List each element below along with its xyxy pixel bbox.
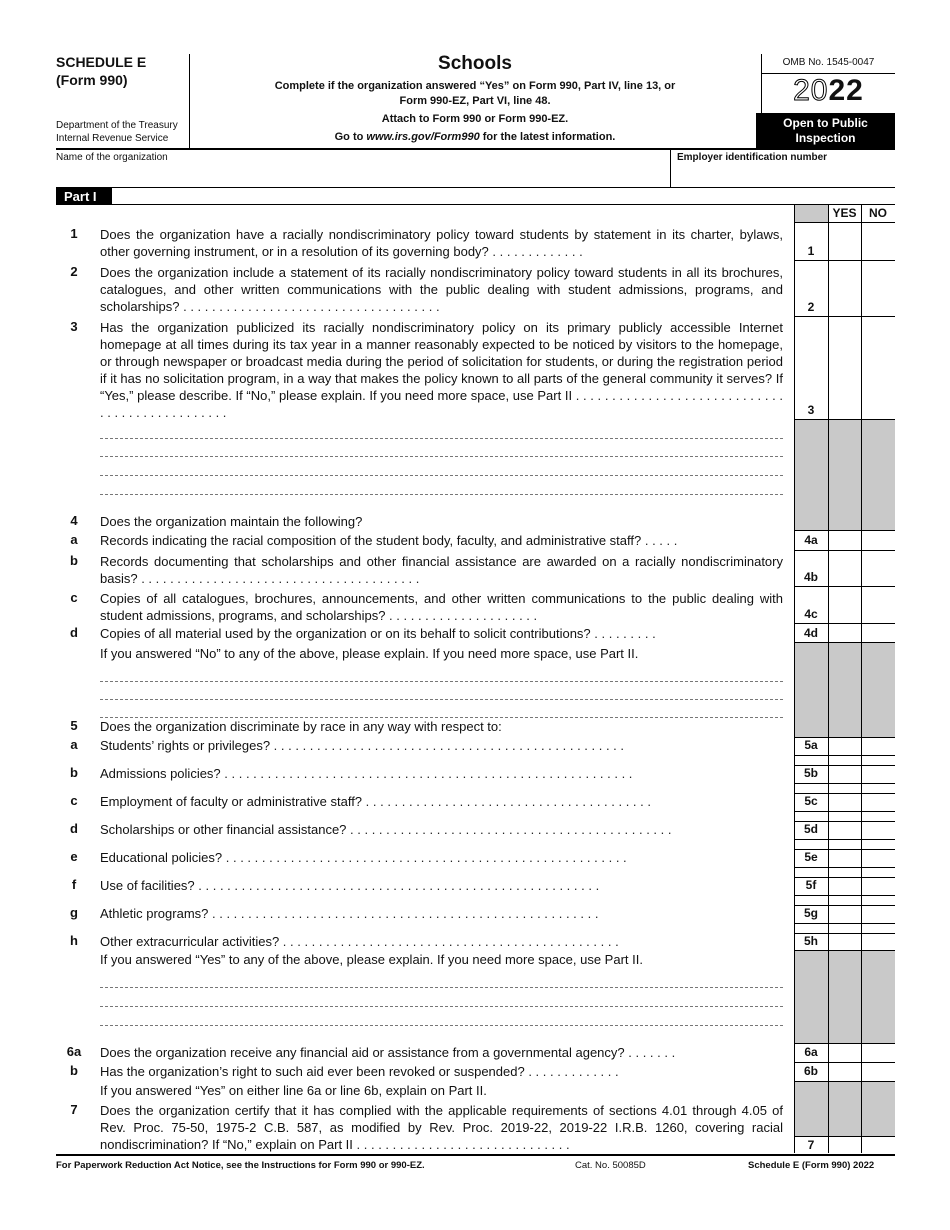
line-number: 1 bbox=[70, 226, 78, 241]
attach-instruction: Attach to Form 990 or Form 990-EZ. bbox=[381, 113, 569, 125]
explanation-area-5[interactable] bbox=[100, 970, 783, 1026]
question-5c: Employment of faculty or administrative staff? . . . . . . . . . . . . . . . . . . . . . . . . . . . . . . . . . . . . . . . . bbox=[100, 794, 651, 809]
line-letter: b bbox=[70, 1063, 78, 1078]
yes-checkbox-7[interactable] bbox=[829, 1137, 861, 1153]
yes-checkbox-5b[interactable] bbox=[829, 766, 861, 783]
yes-column-header: YES bbox=[832, 206, 857, 220]
no-checkbox-3[interactable] bbox=[862, 317, 895, 419]
box-label: 1 bbox=[807, 244, 815, 258]
year-solid-digits: 22 bbox=[828, 74, 864, 107]
yes-checkbox-4d[interactable] bbox=[829, 624, 861, 642]
line-letter: h bbox=[70, 933, 78, 948]
box-label: 6a bbox=[804, 1045, 818, 1059]
question-5f: Use of facilities? . . . . . . . . . . . . . . . . . . . . . . . . . . . . . . . . . . . . . . . . . . . . . . . . . . . . . . . . bbox=[100, 878, 600, 893]
page-title: Schools bbox=[438, 53, 512, 74]
yes-checkbox-6a[interactable] bbox=[829, 1044, 861, 1062]
yes-checkbox-2[interactable] bbox=[829, 261, 861, 316]
no-checkbox-4a[interactable] bbox=[862, 531, 895, 550]
yes-checkbox-3[interactable] bbox=[829, 317, 861, 419]
no-checkbox-2[interactable] bbox=[862, 261, 895, 316]
no-checkbox-5g[interactable] bbox=[862, 906, 895, 923]
no-checkbox-5f[interactable] bbox=[862, 878, 895, 895]
yes-checkbox-4a[interactable] bbox=[829, 531, 861, 550]
question-5a: Students’ rights or privileges? . . . . . . . . . . . . . . . . . . . . . . . . . . . . . . . . . . . . . . . . . . . . . . . . . bbox=[100, 738, 625, 753]
no-checkbox-5b[interactable] bbox=[862, 766, 895, 783]
no-checkbox-4d[interactable] bbox=[862, 624, 895, 642]
public-line-2: Inspection bbox=[795, 131, 856, 145]
line-number: 6a bbox=[66, 1044, 82, 1059]
agency-line: Internal Revenue Service bbox=[56, 133, 169, 144]
schedule-title: SCHEDULE E bbox=[56, 54, 147, 70]
goto-instruction bbox=[190, 131, 760, 143]
instruction-line-2: Form 990-EZ, Part VI, line 48. bbox=[399, 95, 551, 107]
yes-checkbox-5g[interactable] bbox=[829, 906, 861, 923]
question-4a: Records indicating the racial composition of the student body, faculty, and administrative staff? . . . . . bbox=[100, 533, 678, 548]
line-letter: a bbox=[70, 532, 78, 547]
line-letter: f bbox=[71, 877, 77, 892]
question-2: Does the organization include a statement of its racially nondiscriminatory policy toward students in all its brochures, catalogues, and other written communications with the public dealing with student admissions, programs, and scholarships? . . . . . . . . . . . . . . . . . . . . . . . . . . . . . . . . . . . . bbox=[100, 265, 783, 314]
ein-label: Employer identification number bbox=[677, 152, 828, 163]
line-letter: e bbox=[70, 849, 78, 864]
box-label: 3 bbox=[807, 403, 815, 417]
org-name-label: Name of the organization bbox=[56, 152, 168, 163]
box-label: 5c bbox=[804, 794, 818, 808]
form-footer-id: Schedule E (Form 990) 2022 bbox=[748, 1160, 875, 1171]
line-letter: b bbox=[70, 765, 78, 780]
ein-field[interactable] bbox=[677, 166, 893, 184]
line-number: 5 bbox=[70, 718, 78, 733]
question-1: Does the organization have a racially nondiscriminatory policy toward students by statement in its charter, bylaws, other governing instrument, or in a resolution of its governing body? . . . . . . . . . . . . . bbox=[100, 227, 783, 259]
box-label: 2 bbox=[807, 300, 815, 314]
line-letter: c bbox=[70, 590, 78, 605]
question-5g: Athletic programs? . . . . . . . . . . . . . . . . . . . . . . . . . . . . . . . . . . . . . . . . . . . . . . . . . . . . . . bbox=[100, 906, 599, 921]
question-4c: Copies of all catalogues, brochures, announcements, and other written communications to the public dealing with student admissions, programs, and scholarships? . . . . . . . . . . . . . . . . . . . . . bbox=[100, 591, 783, 623]
line-letter: c bbox=[70, 793, 78, 808]
question-5d: Scholarships or other financial assistance? . . . . . . . . . . . . . . . . . . . . . . . . . . . . . . . . . . . . . . . . . . . . . bbox=[100, 822, 672, 837]
yes-checkbox-4c[interactable] bbox=[829, 587, 861, 623]
no-checkbox-5c[interactable] bbox=[862, 794, 895, 811]
question-5b: Admissions policies? . . . . . . . . . . . . . . . . . . . . . . . . . . . . . . . . . . . . . . . . . . . . . . . . . . . . . . . . . bbox=[100, 766, 633, 781]
yes-checkbox-5d[interactable] bbox=[829, 822, 861, 839]
question-5e: Educational policies? . . . . . . . . . . . . . . . . . . . . . . . . . . . . . . . . . . . . . . . . . . . . . . . . . . . . . . . . bbox=[100, 850, 627, 865]
box-label: 4d bbox=[803, 626, 818, 640]
irs-link[interactable]: www.irs.gov/Form990 bbox=[366, 131, 480, 143]
box-label: 6b bbox=[803, 1064, 818, 1078]
year-outline-digits: 20 bbox=[793, 74, 829, 107]
no-checkbox-4c[interactable] bbox=[862, 587, 895, 623]
question-6b: Has the organization’s right to such aid ever been revoked or suspended? . . . . . . . . . . . . . bbox=[100, 1064, 619, 1079]
no-checkbox-6b[interactable] bbox=[862, 1063, 895, 1081]
goto-prefix: Go to bbox=[334, 131, 367, 143]
line-number: 3 bbox=[70, 319, 78, 334]
line-letter: d bbox=[70, 625, 78, 640]
yes-checkbox-5h[interactable] bbox=[829, 934, 861, 950]
paperwork-notice: For Paperwork Reduction Act Notice, see the Instructions for Form 990 or 990-EZ. bbox=[56, 1160, 425, 1171]
note-6: If you answered “Yes” on either line 6a or line 6b, explain on Part II. bbox=[100, 1083, 487, 1098]
no-checkbox-6a[interactable] bbox=[862, 1044, 895, 1062]
box-label: 5d bbox=[803, 822, 818, 836]
line-letter: d bbox=[70, 821, 78, 836]
box-label: 5b bbox=[803, 766, 818, 780]
note-4: If you answered “No” to any of the above, please explain. If you need more space, use Part II. bbox=[100, 646, 639, 661]
no-checkbox-5d[interactable] bbox=[862, 822, 895, 839]
public-line-1: Open to Public bbox=[783, 116, 868, 130]
goto-suffix: for the latest information. bbox=[479, 131, 616, 143]
question-5: Does the organization discriminate by race in any way with respect to: bbox=[100, 719, 502, 734]
no-checkbox-5h[interactable] bbox=[862, 934, 895, 950]
catalog-number: Cat. No. 50085D bbox=[575, 1160, 646, 1171]
question-4: Does the organization maintain the following? bbox=[100, 514, 363, 529]
yes-checkbox-1[interactable] bbox=[829, 223, 861, 260]
box-label: 5e bbox=[804, 850, 818, 864]
box-label: 7 bbox=[807, 1138, 815, 1152]
org-name-field[interactable] bbox=[56, 166, 668, 184]
box-label: 4b bbox=[803, 570, 818, 584]
yes-checkbox-5e[interactable] bbox=[829, 850, 861, 867]
question-4b: Records documenting that scholarships and other financial assistance are awarded on a racially nondiscriminatory basis? . . . . . . . . . . . . . . . . . . . . . . . . . . . . . . . . . . . . . . . bbox=[100, 554, 783, 586]
box-label: 4a bbox=[804, 533, 818, 547]
yes-checkbox-5c[interactable] bbox=[829, 794, 861, 811]
omb-number: OMB No. 1545-0047 bbox=[782, 57, 875, 68]
yes-checkbox-5a[interactable] bbox=[829, 738, 861, 755]
no-checkbox-1[interactable] bbox=[862, 223, 895, 260]
no-column-header: NO bbox=[869, 206, 887, 220]
box-label: 4c bbox=[804, 607, 818, 621]
question-7: Does the organization certify that it has complied with the applicable requirements of sections 4.01 through 4.05 of Rev. Proc. 75-50, 1975-2 C.B. 587, as modified by Rev. Proc. 2019-22, 2019-22 I.R.B. 1260, covering racial nondiscrimination? If “No,” explain on Part II . . . . . . . . . . . . . . . . . . . . . . . . . . . . . . bbox=[100, 1103, 783, 1152]
line-letter: a bbox=[70, 737, 78, 752]
instruction-line-1: Complete if the organization answered “Yes” on Form 990, Part IV, line 13, or bbox=[274, 80, 676, 92]
box-label: 5h bbox=[803, 934, 818, 948]
explanation-area-4[interactable] bbox=[100, 664, 783, 718]
no-checkbox-5a[interactable] bbox=[862, 738, 895, 755]
note-5: If you answered “Yes” to any of the above, please explain. If you need more space, use Part II. bbox=[100, 952, 643, 967]
box-label: 5g bbox=[803, 906, 818, 920]
public-inspection-badge bbox=[756, 113, 895, 148]
line-letter: b bbox=[70, 553, 78, 568]
line-number: 7 bbox=[70, 1102, 78, 1117]
no-checkbox-4b[interactable] bbox=[862, 551, 895, 586]
question-5h: Other extracurricular activities? . . . . . . . . . . . . . . . . . . . . . . . . . . . . . . . . . . . . . . . . . . . . . . . bbox=[100, 934, 619, 949]
no-checkbox-5e[interactable] bbox=[862, 850, 895, 867]
tax-year bbox=[762, 74, 895, 108]
line-number: 4 bbox=[70, 513, 78, 528]
yes-checkbox-6b[interactable] bbox=[829, 1063, 861, 1081]
question-4d: Copies of all material used by the organization or on its behalf to solicit contributions? . . . . . . . . . bbox=[100, 626, 656, 641]
yes-checkbox-4b[interactable] bbox=[829, 551, 861, 586]
box-label: 5f bbox=[805, 878, 817, 892]
yes-checkbox-5f[interactable] bbox=[829, 878, 861, 895]
line-letter: g bbox=[70, 905, 78, 920]
part-label: Part I bbox=[56, 188, 112, 205]
no-checkbox-7[interactable] bbox=[862, 1137, 895, 1153]
form-number: (Form 990) bbox=[56, 72, 128, 88]
line-number: 2 bbox=[70, 264, 78, 279]
box-label: 5a bbox=[804, 738, 818, 752]
explanation-area-3[interactable] bbox=[100, 422, 783, 512]
department-line: Department of the Treasury bbox=[56, 120, 178, 131]
question-6a: Does the organization receive any financial aid or assistance from a governmental agency? . . . . . . . bbox=[100, 1045, 676, 1060]
question-3: Has the organization publicized its racially nondiscriminatory policy on its primary publicly accessible Internet homepage at all times during its tax year in a manner reasonably expected to be noticed by visitors to the homepage, or through newspaper or broadcast media during the period of solicitation for students, or during the registration period if it has no solicitation program, in a way that makes the policy known to all parts of the general community it serves? If “Yes,” please describe. If “No,” please explain. If you need more space, use Part II . . . . . . . . . . . . . . . . . . . . . . . . . . . . . . . . . . . . . . . . . . . . . . . bbox=[100, 320, 783, 420]
